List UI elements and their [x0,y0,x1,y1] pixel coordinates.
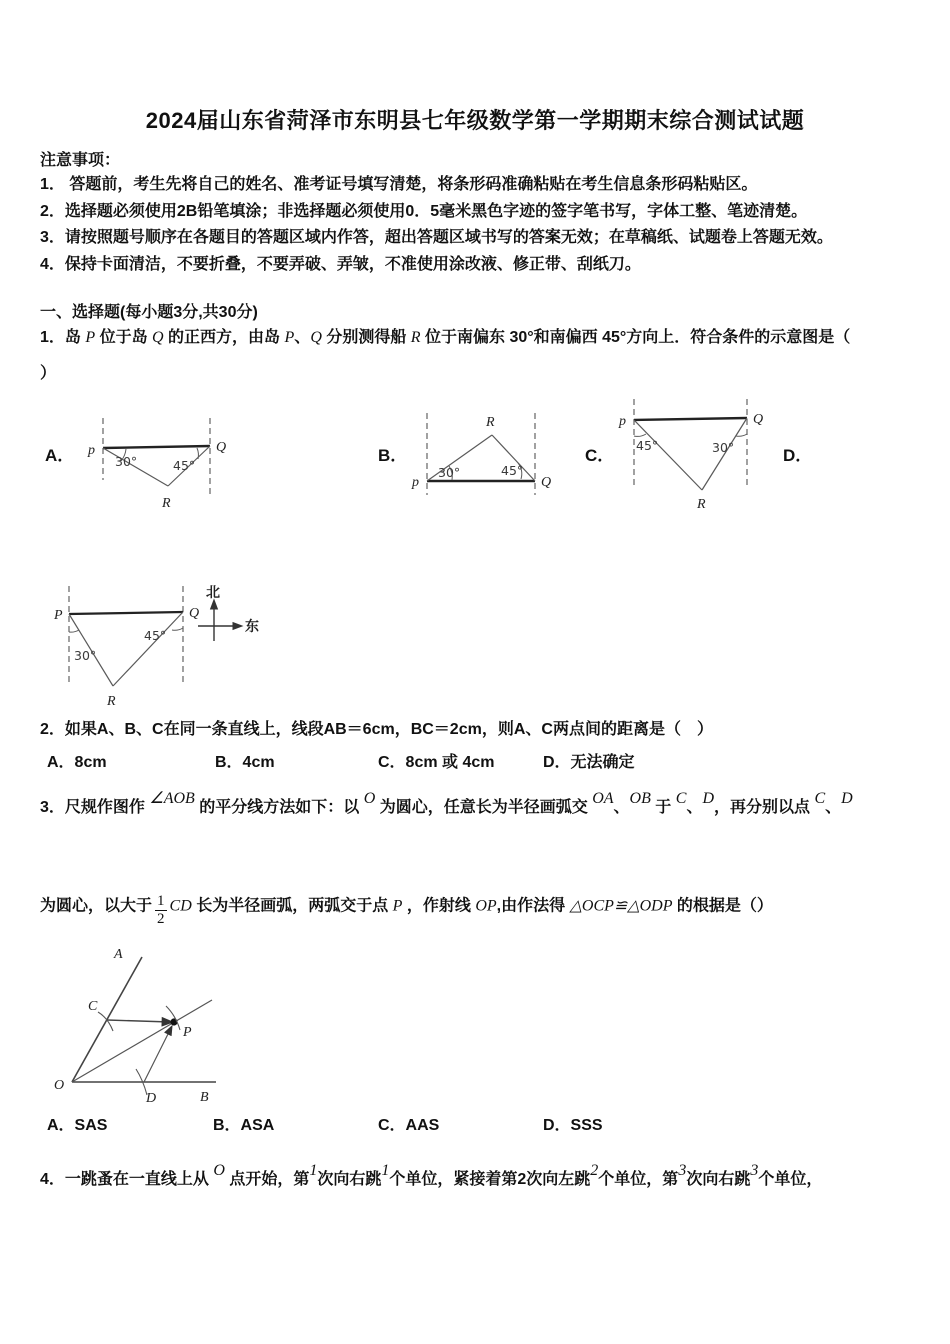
q2-option-d: D．无法确定 [543,754,635,771]
notice-item: 4．保持卡面清洁，不要折叠，不要弄破、弄皱，不准使用涂改液、修正带、刮纸刀。 [40,255,641,273]
q1a-point-r-label: R [162,496,171,511]
question-3-text-line2: 为圆心，以大于 $\frac{1}{2}$ CD 长为半径画弧，两弧交于点 P ，作射线 OP,由作法得 △OCP≌△ODP 的根据是（） [40,893,773,927]
question-3-text-line1: 3．尺规作图作 ∠AOB 的平分线方法如下：以 O 为圆心，任意长为半径画弧交 OA、OB 于 C、D，再分别以点 C、D [40,790,853,816]
q1c-angle-right-label: 30° [712,440,735,455]
q1b-point-r-label: R [486,415,495,430]
question-1-text-cont: ） [40,365,57,382]
q3-option-b: B．ASA [213,1117,275,1134]
question-1-text: 1．岛 P 位于岛 Q 的正西方，由岛 P、Q 分别测得船 R 位于南偏东 30°和南偏西 45°方向上．符合条件的示意图是（ [40,329,851,346]
q3-point-d-label: D [146,1091,157,1106]
q3-option-c: C．AAS [378,1117,440,1134]
q3-point-c-label: C [88,999,98,1014]
notice-item: 2．选择题必须使用2B铅笔填涂；非选择题必须使用0．5毫米黑色字迹的签字笔书写，字体工整、笔迹清楚。 [40,202,808,220]
q2-option-a: A．8cm [47,754,107,771]
notice-item: 1． 答题前，考生先将自己的姓名、准考证号填写清楚，将条形码准确粘贴在考生信息条形码粘贴区。 [40,176,758,193]
q1d-point-p-label: P [54,608,63,623]
q3-point-b-label: B [200,1090,209,1105]
q1d-point-q-label: Q [189,606,200,621]
q1b-angle-left-label: 30° [438,465,461,480]
q1b-point-p-label: p [412,475,419,490]
q2-option-c: C．8cm 或 4cm [378,754,495,771]
q3-option-a: A．SAS [47,1117,108,1134]
q1d-angle-right-label: 45° [144,628,167,643]
q3-point-p-label: P [183,1025,192,1040]
q1-diagram-b [402,407,557,499]
q3-point-o-label: O [54,1078,65,1093]
notice-item: 3．请按照题号顺序在各题目的答题区域内作答，超出答题区域书写的答案无效；在草稿纸、试题卷上答题无效。 [40,229,833,246]
compass-north-label: 北 [206,584,220,600]
q1a-angle-right-label: 45° [173,458,196,473]
q1b-angle-right-label: 45° [501,463,524,478]
q1c-angle-left-label: 45° [636,438,659,453]
q1c-point-r-label: R [697,497,706,512]
q1d-angle-left-label: 30° [74,648,97,663]
q1d-point-r-label: R [107,694,116,709]
q1c-point-p-label: p [619,414,626,429]
q1-option-c-letter: C． [585,446,615,465]
section-heading: 一、选择题(每小题3分,共30分) [40,304,258,321]
q1-diagram-a [76,404,266,512]
page-title: 2024届山东省菏泽市东明县七年级数学第一学期期末综合测试试题 [145,108,805,133]
q1-option-b-letter: B． [378,446,408,465]
compass-icon [198,584,259,641]
q1-diagram-d [46,570,296,710]
q1a-angle-left-label: 30° [115,454,138,469]
q3-construction-diagram [44,942,294,1112]
question-4-text: 4．一跳蚤在一直线上从 O 点开始，第1次向右跳1个单位，紧接着第2次向左跳2个单位，第3次向右跳3个单位， [40,1162,823,1188]
q1-option-d-letter: D． [783,446,813,465]
q1b-point-q-label: Q [541,475,552,490]
q1-diagram-c [610,394,765,514]
q3-point-a-label: A [114,947,123,962]
q1c-point-q-label: Q [753,412,764,427]
q1a-point-q-label: Q [216,440,227,455]
notice-heading: 注意事项： [40,152,121,169]
compass-east-label: 东 [245,618,259,634]
q2-option-b: B．4cm [215,754,275,771]
question-2-text: 2．如果A、B、C在同一条直线上，线段AB＝6cm，BC＝2cm，则A、C两点间的距离是（ ） [40,721,713,738]
q3-option-d: D．SSS [543,1117,603,1134]
q1a-point-p-label: p [88,443,95,458]
notice-list [40,172,920,278]
q1-option-a-letter: A． [45,446,75,465]
